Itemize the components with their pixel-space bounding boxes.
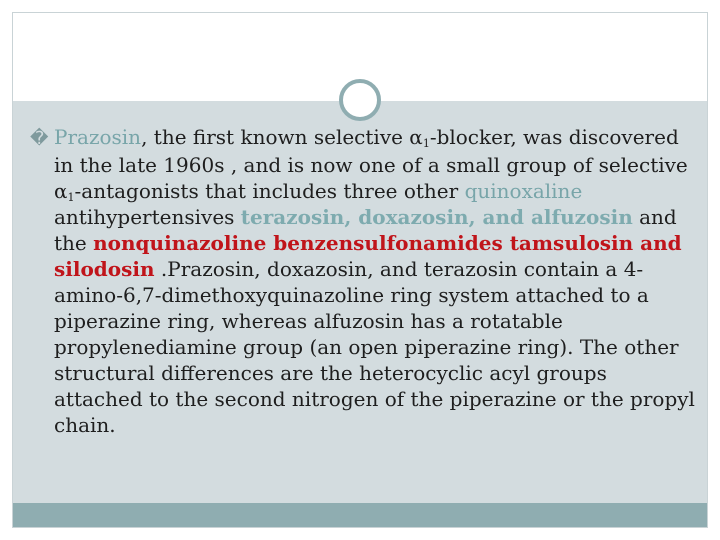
term-nonquinazoline: nonquinazoline benzensulfonamides tamsulosin and silodosin xyxy=(54,231,682,281)
subscript-1: 1 xyxy=(422,137,430,150)
divider-line-left xyxy=(13,99,339,100)
text-segment: .Prazosin, doxazosin, and terazosin contain a 4-amino-6,7-dimethoxyquinazoline ring system attached to a piperazine ring, whereas alfuzosin has a rotatable propylenediamine group (an open piperazine ring). The other structural differences are the heterocyclic acyl groups attached to the second nitrogen of the piperazine or the propyl chain. xyxy=(54,257,695,437)
term-drug-list: terazosin, doxazosin, and alfuzosin xyxy=(240,205,633,229)
divider-line-right xyxy=(381,99,707,100)
circle-ornament-icon xyxy=(339,79,381,121)
bottom-bar xyxy=(13,503,707,527)
text-segment: , the first known selective α xyxy=(141,125,423,149)
term-prazosin: Prazosin xyxy=(54,125,142,149)
bullet-icon: � xyxy=(30,128,49,149)
term-quinoxaline: quinoxaline xyxy=(464,179,583,203)
text-segment: antihypertensives xyxy=(54,205,241,229)
text-segment: and the xyxy=(54,205,677,255)
bullet-paragraph xyxy=(30,124,700,438)
subscript-1: 1 xyxy=(67,191,75,204)
text-segment: -blocker, was discovered in the late 1960s , and is now one of a small group of selective α xyxy=(54,125,688,203)
body-text xyxy=(30,124,700,438)
text-segment: -antagonists that includes three other xyxy=(74,179,465,203)
